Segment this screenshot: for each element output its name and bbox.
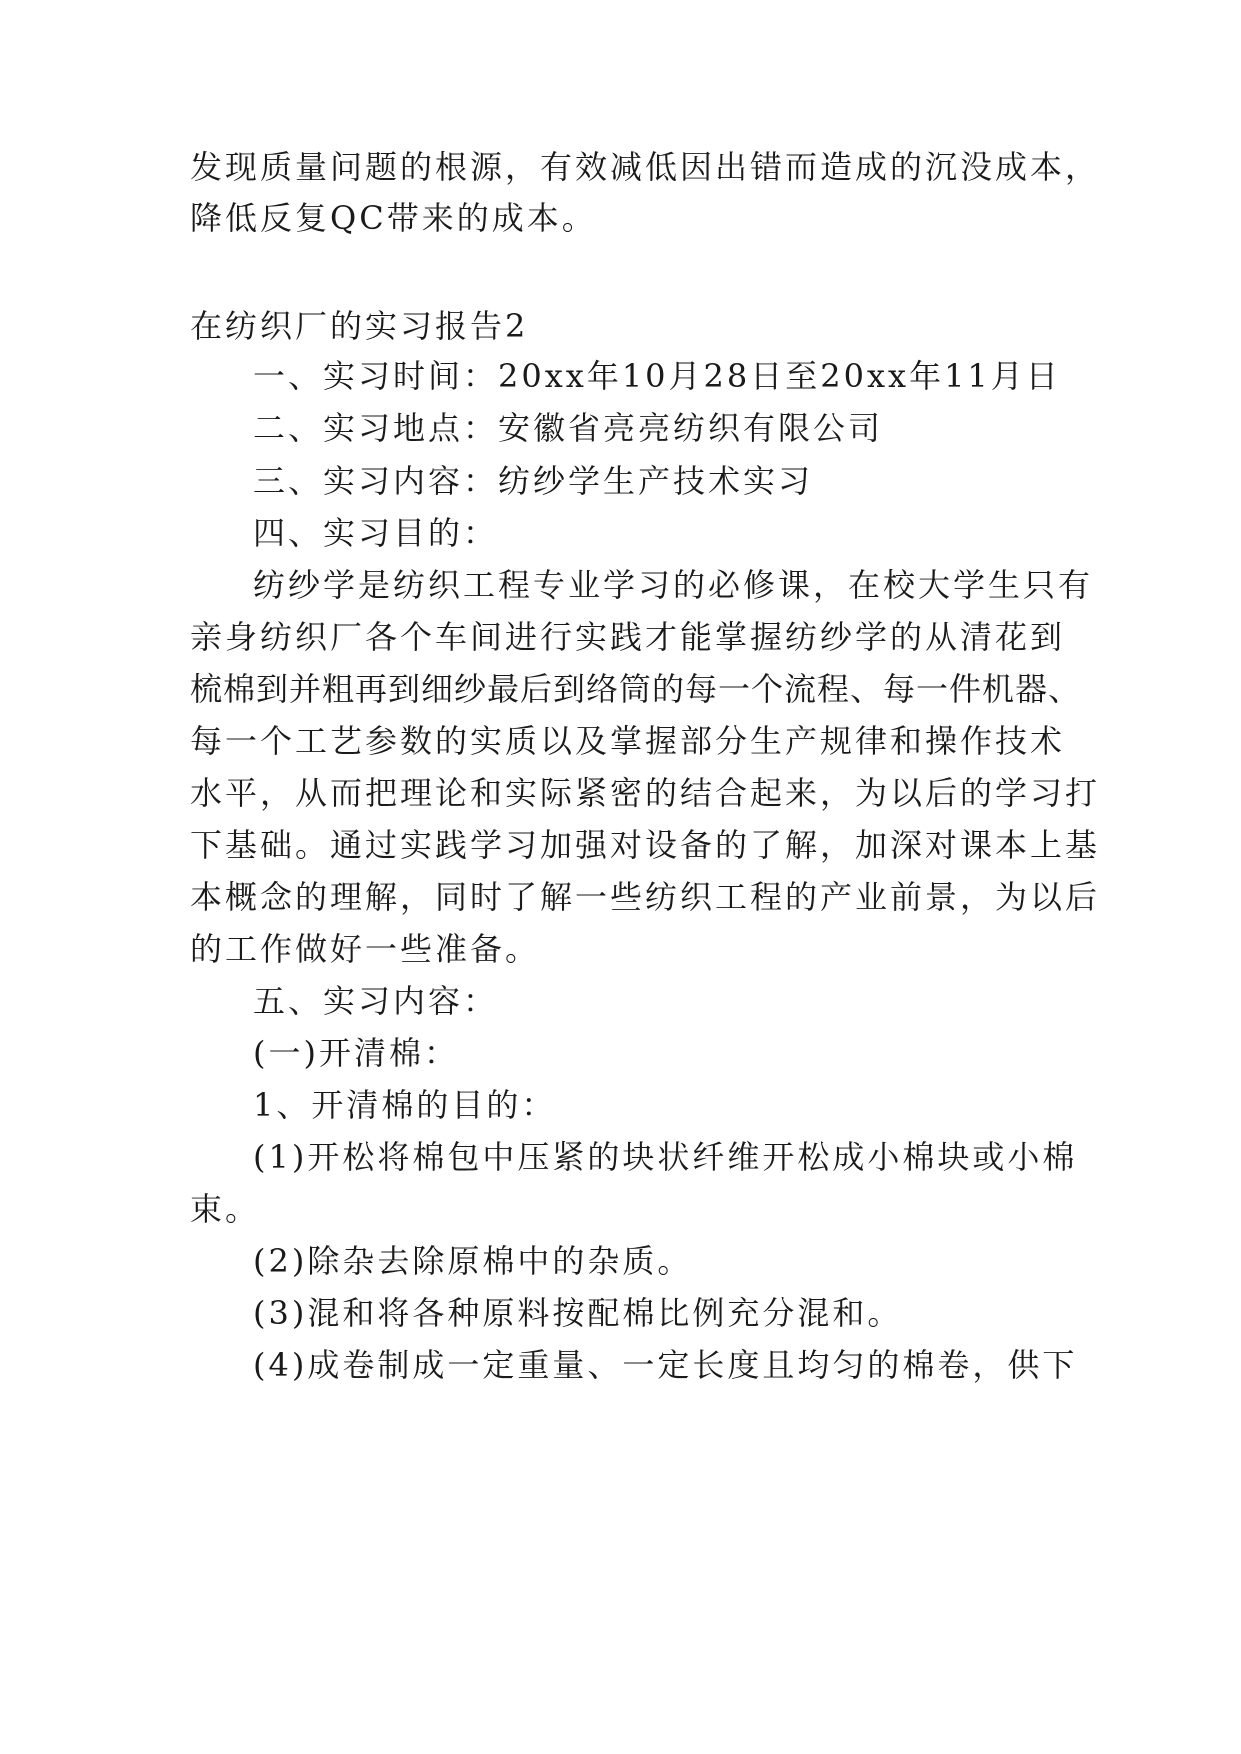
continuation-line-2: 降低反复QC带来的成本。 [190, 199, 597, 237]
purpose-paragraph-line-3: 梳棉到并粗再到细纱最后到络筒的每一个流程、每一件机器、 [190, 670, 1082, 708]
subsection-heading: (一)开清棉： [253, 1034, 459, 1072]
internship-time: 一、实习时间：20xx年10月28日至20xx年11月日 [253, 357, 1061, 395]
section-title: 在纺织厂的实习报告2 [190, 307, 529, 345]
item-4: (4)成卷制成一定重量、一定长度且均匀的棉卷，供下 [253, 1346, 1078, 1384]
item-2: (2)除杂去除原棉中的杂质。 [253, 1242, 693, 1280]
content-heading: 五、实习内容： [253, 982, 499, 1020]
purpose-paragraph-line-6: 下基础。通过实践学习加强对设备的了解，加深对课本上基 [190, 826, 1101, 864]
item-3: (3)混和将各种原料按配棉比例充分混和。 [253, 1294, 903, 1332]
purpose-paragraph-line-5: 水平，从而把理论和实际紧密的结合起来，为以后的学习打 [190, 774, 1101, 812]
purpose-paragraph-line-8: 的工作做好一些准备。 [190, 930, 541, 968]
item-1-line-2: 束。 [190, 1190, 261, 1228]
internship-purpose-heading: 四、实习目的： [253, 514, 499, 552]
purpose-paragraph-line-2: 亲身纺织厂各个车间进行实践才能掌握纺纱学的从清花到 [190, 618, 1066, 656]
continuation-line-1: 发现质量问题的根源，有效减低因出错而造成的沉没成本， [190, 148, 1101, 186]
internship-place: 二、实习地点：安徽省亮亮纺织有限公司 [253, 409, 884, 447]
purpose-paragraph-line-4: 每一个工艺参数的实质以及掌握部分生产规律和操作技术 [190, 722, 1066, 760]
opening-purpose-heading: 1、开清棉的目的： [253, 1086, 557, 1124]
item-1-line-1: (1)开松将棉包中压紧的块状纤维开松成小棉块或小棉 [253, 1138, 1078, 1176]
purpose-paragraph-line-7: 本概念的理解，同时了解一些纺织工程的产业前景，为以后 [190, 878, 1101, 916]
internship-content: 三、实习内容：纺纱学生产技术实习 [253, 462, 814, 500]
purpose-paragraph-line-1: 纺纱学是纺织工程专业学习的必修课，在校大学生只有 [253, 566, 1094, 604]
